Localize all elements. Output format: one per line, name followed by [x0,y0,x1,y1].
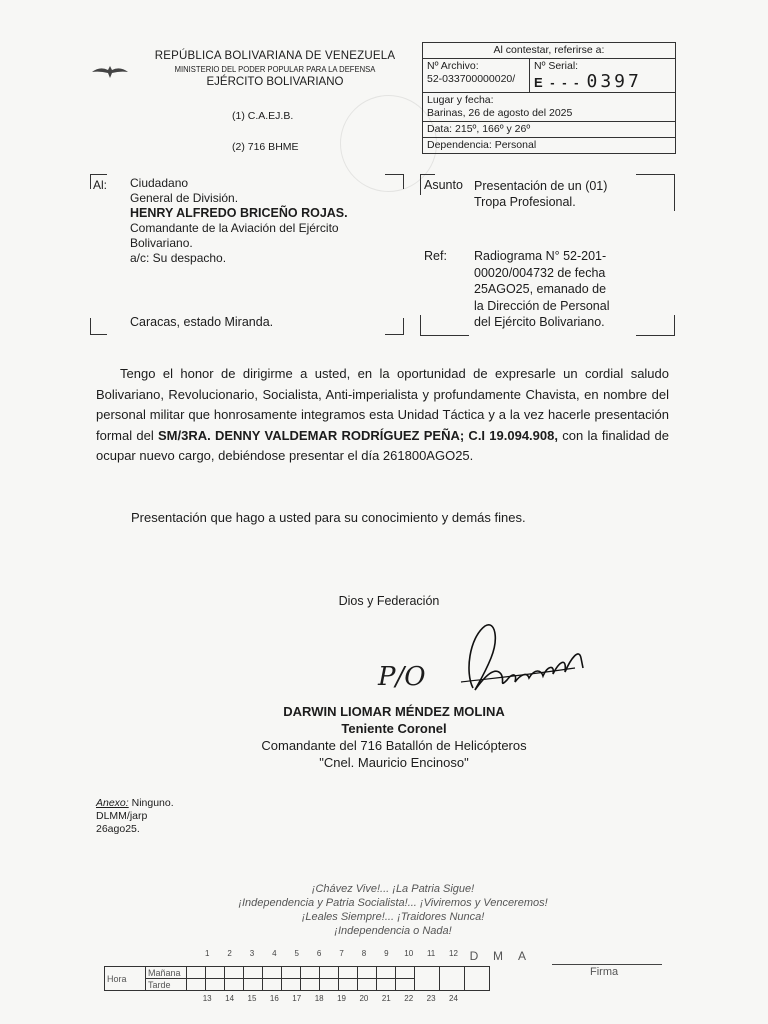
place-date-label: Lugar y fecha: [427,94,494,106]
data-row: Data: 215º, 166º y 26º [423,121,675,137]
signer-block [0,703,768,771]
dependency-row: Dependencia: Personal [423,137,675,153]
body-text: con la finalidad de ocupar nuevo cargo, debiéndose presentar el día 261800AGO25. [96,427,669,463]
annex-label: Anexo: [96,797,129,809]
place-date-value: Barinas, 26 de agosto del 2025 [427,107,573,119]
addressee-position: Comandante de la Aviación del Ejército [130,221,339,235]
body-text: Tengo el honor de dirigirme a usted, en la oportunidad de expresarle un cordial saludo Bolivariano, Revolucionario, Socialista, Anti-imperialista y profundamente Chavista, en nombre del personal militar que honrosamente integramos esta Unidad Táctica y a la vez hacerle presentación formal del [96,366,669,443]
slogan-line: ¡Chávez Vive!... ¡La Patria Sigue! [311,883,475,895]
signer-nickname: "Cnel. Mauricio Encinoso" [319,755,469,770]
dma-labels [462,949,534,963]
month-label: M [493,949,503,963]
hour-label: 19 [337,994,346,1003]
hour-label: 23 [426,994,436,1003]
annex-value: Ninguno. [128,797,174,809]
hour-label: 3 [249,949,255,958]
serial-prefix-mark: E - - - [534,74,581,90]
addressee-name: HENRY ALFREDO BRICEÑO ROJAS. [130,206,348,220]
manana-label: Mañana [146,967,187,979]
closing-phrase: Dios y Federación [338,594,440,608]
signature-icon [455,618,595,703]
signer-rank: Teniente Coronel [341,721,447,736]
annex-date: 26ago25. [96,823,140,835]
serial-number: 0397 [586,71,642,92]
army-name: EJÉRCITO BOLIVARIANO [206,76,344,88]
hour-label: 8 [361,949,367,958]
bracket-bottom-left [90,318,107,335]
hour-label: 21 [381,994,391,1003]
country-name: REPÚBLICA BOLIVARIANA DE VENEZUELA [154,50,396,62]
annex-initials: DLMM/jarp [96,810,148,822]
tarde-label: Tarde [146,979,187,991]
hour-label: 14 [225,994,235,1003]
subject-line: Tropa Profesional. [474,195,576,209]
hour-label: 24 [449,994,458,1003]
hours-bottom-row [196,994,465,1003]
addressee-city: Caracas, estado Miranda. [130,315,274,329]
reference-line: Radiograma N° 52-201- [474,249,607,263]
refbox-title: Al contestar, referirse a: [493,44,605,56]
hour-label: 4 [272,949,277,958]
hour-label: 20 [359,994,369,1003]
slogan-block [0,882,768,938]
signer-title: Comandante del 716 Batallón de Helicópteros [261,738,527,753]
reference-box [422,42,676,154]
body-paragraph-1 [96,364,669,467]
reference-line: la Dirección de Personal [474,298,610,313]
crest-icon [90,60,130,82]
hora-label: Hora [105,967,146,991]
addressee-rank: General de División. [130,191,239,205]
body-paragraph-2: Presentación que hago a usted para su conocimiento y demás fines. [131,510,526,525]
signer-name: DARWIN LIOMAR MÉNDEZ MOLINA [283,704,505,719]
reference-line: 25AGO25, emanado de [474,282,607,296]
hour-label: 18 [314,994,324,1003]
hour-label: 17 [292,994,302,1003]
place-date-row [423,92,675,121]
slogan-line: ¡Leales Siempre!... ¡Traidores Nunca! [301,911,485,923]
reference-line: 00020/004732 de fecha [474,265,606,280]
reference-line: del Ejército Bolivariano. [474,315,605,329]
serial-label: Nº Serial: [534,60,579,72]
unit-code-1: (1) C.A.EJ.B. [232,110,294,122]
addressee-block [130,176,380,266]
letterhead [140,50,410,89]
addressee-position-cont: Bolivariano. [130,236,193,250]
po-mark: P/O [378,662,426,692]
hour-label: 16 [269,994,279,1003]
bracket-bottom-right [385,318,404,335]
hour-label: 11 [426,949,436,958]
hour-label: 13 [202,994,212,1003]
annex-block [96,797,174,836]
hour-label: 15 [247,994,257,1003]
hour-label: 7 [339,949,344,958]
hour-label: 2 [227,949,232,958]
subject-text [474,178,644,210]
subject-label: Asunto [424,178,463,192]
ministry-name: MINISTERIO DEL PODER POPULAR PARA LA DEFENSA [174,64,376,74]
day-label: D [469,949,479,963]
reference-label: Ref: [424,249,447,263]
addressee-attention: a/c: Su despacho. [130,251,227,265]
bracket-top-right [385,174,404,189]
hours-top-row [196,949,465,958]
year-label: A [517,949,526,963]
time-grid-table [104,966,490,991]
firma-label: Firma [590,966,619,978]
slogan-line: ¡Independencia y Patria Socialista!... ¡Viviremos y Venceremos! [238,897,548,909]
body-bold-subject: SM/3RA. DENNY VALDEMAR RODRÍGUEZ PEÑA; C.I 19.094.908, [157,427,558,443]
signature-line [552,964,662,965]
hour-label: 6 [316,949,322,958]
archive-number: 52-033700000020/ [427,73,516,85]
slogan-line: ¡Independencia o Nada! [334,925,452,937]
hour-label: 9 [384,949,389,958]
subject-line: Presentación de un (01) [474,179,608,193]
hour-label: 10 [404,949,414,958]
addressee-label: Al: [93,178,108,192]
bracket-ref-left [420,315,469,336]
refbox-archive-serial [423,58,675,92]
hour-label: 12 [449,949,458,958]
addressee-line: Ciudadano [130,176,189,190]
archive-label: Nº Archivo: [427,60,479,72]
reference-text [474,248,649,331]
hour-label: 22 [404,994,414,1003]
unit-code-2: (2) 716 BHME [232,141,299,153]
hour-label: 1 [204,949,210,958]
hour-label: 5 [294,949,299,958]
